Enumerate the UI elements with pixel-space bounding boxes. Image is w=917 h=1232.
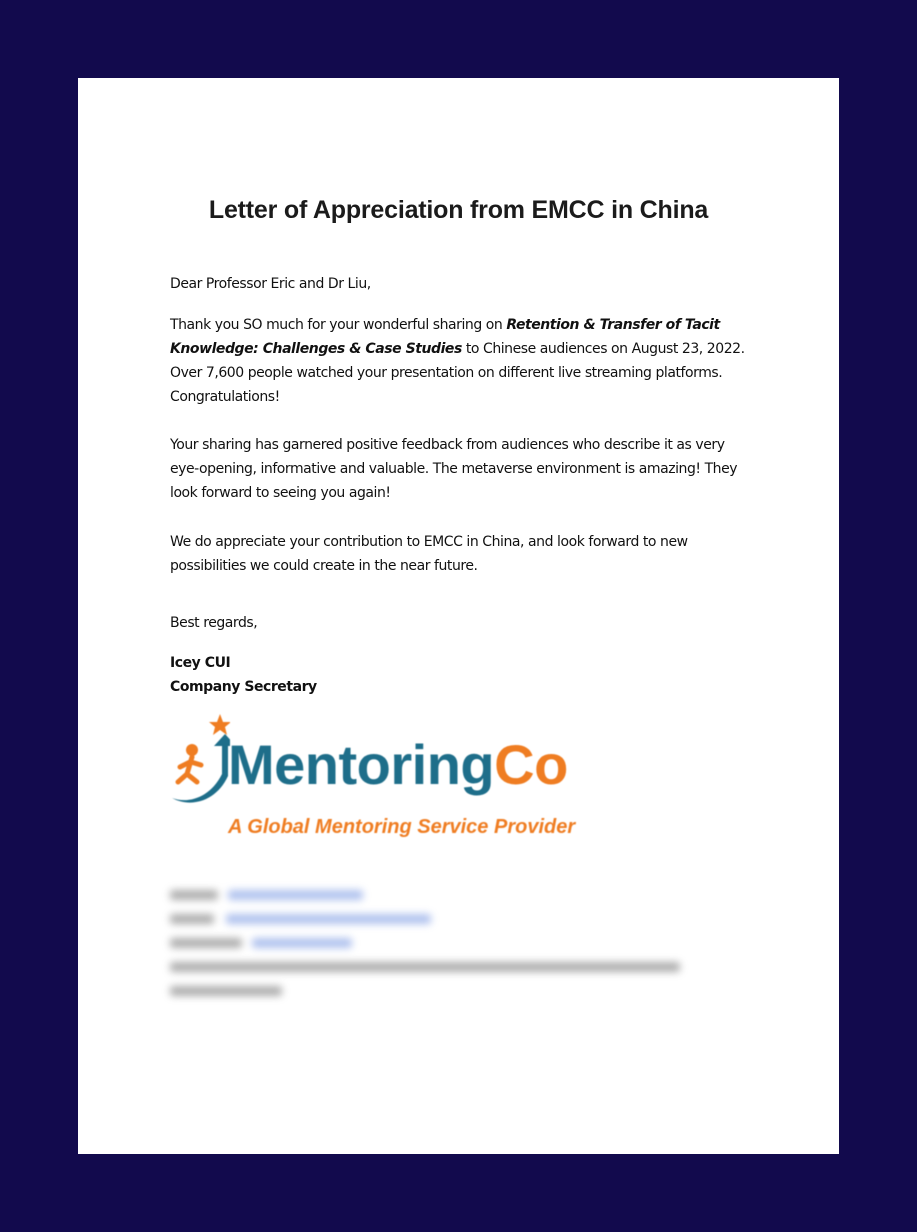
contact-details-redacted	[170, 880, 690, 1010]
thanks-text-end: to Chinese audiences on August 23, 2022. Over 7,600 people watched your presentation on different live streaming platforms. Congratulations!	[170, 341, 745, 405]
thanks-text-start: Thank you SO much for your wonderful sharing on	[170, 317, 507, 333]
thanks-paragraph	[170, 313, 750, 409]
signer-role: Company Secretary	[170, 679, 317, 695]
climbing-figure-icon	[170, 710, 230, 810]
closing: Best regards,	[170, 615, 258, 631]
appreciation-paragraph: We do appreciate your contribution to EMCC in China, and look forward to new possibilities we could create in the near future.	[170, 534, 688, 574]
logo-wordmark	[228, 730, 568, 800]
feedback-paragraph: Your sharing has garnered positive feedback from audiences who describe it as very eye-opening, informative and valuable. The metaverse environment is amazing! They look forward to seeing you again!	[170, 437, 738, 501]
mentoringco-logo	[170, 710, 670, 850]
logo-wordmark-co: Co	[494, 733, 568, 796]
logo-tagline: A Global Mentoring Service Provider	[228, 816, 576, 838]
logo-wordmark-mentoring: Mentoring	[228, 733, 495, 796]
talk-title: Retention & Transfer of Tacit Knowledge: Challenges & Case Studies	[170, 317, 720, 357]
letter-title: Letter of Appreciation from EMCC in China	[208, 196, 709, 224]
salutation: Dear Professor Eric and Dr Liu,	[170, 276, 371, 292]
signer-name: Icey CUI	[170, 655, 231, 671]
